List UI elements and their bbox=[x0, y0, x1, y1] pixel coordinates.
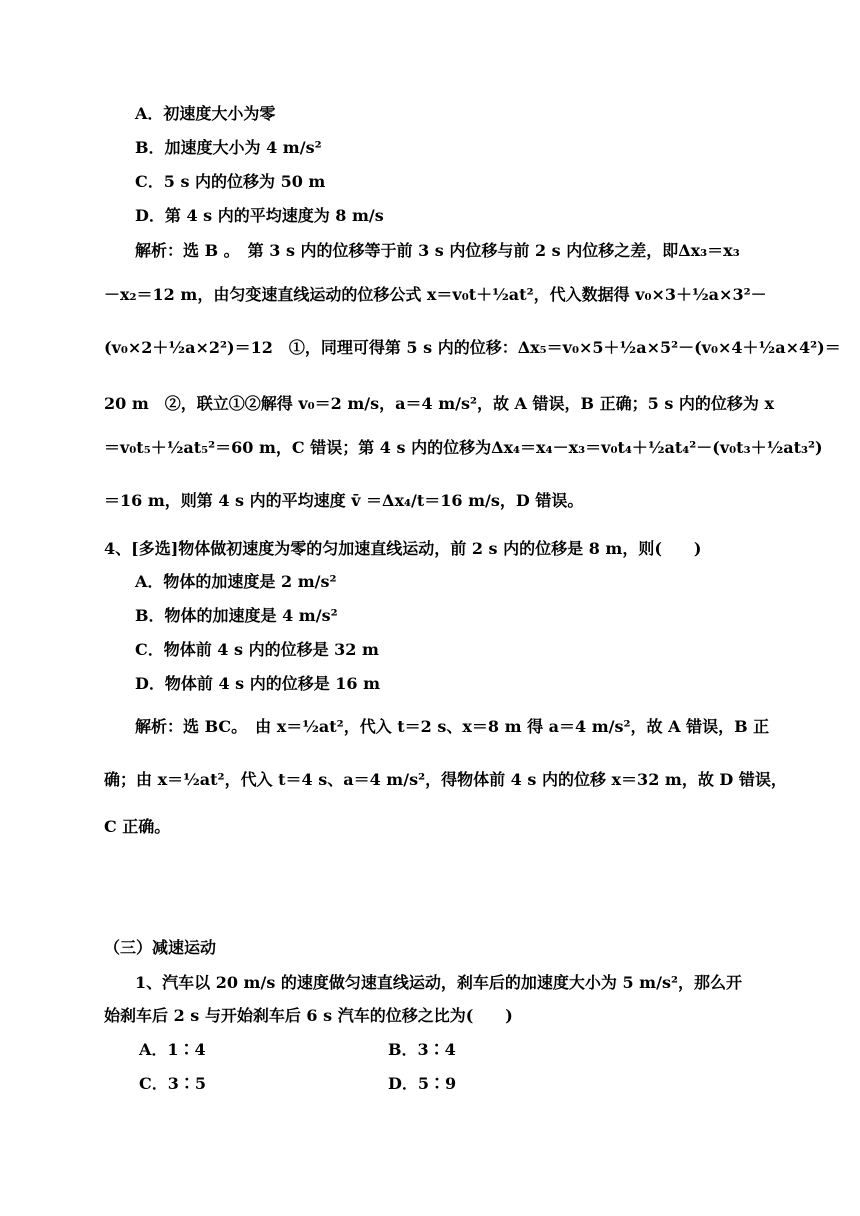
q3-analysis-line: 20 m ②，联立①②解得 v₀＝2 m/s，a＝4 m/s²，故 A 错误，B 正确；5 s 内的位移为 x bbox=[104, 394, 775, 413]
q3-analysis-line: ＝v₀t₅＋½at₅²＝60 m，C 错误；第 4 s 内的位移为Δx₄＝x₄－x₃＝v₀t₄＋½at₄²－(v₀t₃＋½at₃²) bbox=[104, 438, 823, 457]
s3-q1-stem-line: 始刹车后 2 s 与开始刹车后 6 s 汽车的位移之比为( ) bbox=[104, 1006, 513, 1025]
q4-analysis-line: 解析：选 BC。 由 x＝½at²，代入 t＝2 s、x＝8 m 得 a＝4 m/s²，故 A 错误，B 正 bbox=[135, 717, 770, 736]
q3-option-a: A．初速度大小为零 bbox=[135, 104, 276, 123]
q4-option-b: B．物体的加速度是 4 m/s² bbox=[135, 606, 338, 625]
s3-q1-option-c: C．3∶5 bbox=[139, 1074, 207, 1093]
q3-option-d: D．第 4 s 内的平均速度为 8 m/s bbox=[135, 206, 384, 225]
q3-analysis-line: ＝16 m，则第 4 s 内的平均速度 v̄ ＝Δx₄/t＝16 m/s，D 错误。 bbox=[104, 491, 584, 510]
q4-stem: 4、[多选]物体做初速度为零的匀加速直线运动，前 2 s 内的位移是 8 m，则( ) bbox=[104, 539, 702, 558]
s3-q1-option-d: D．5∶9 bbox=[388, 1074, 457, 1093]
q4-option-c: C．物体前 4 s 内的位移是 32 m bbox=[135, 640, 379, 659]
q4-option-d: D．物体前 4 s 内的位移是 16 m bbox=[135, 674, 381, 693]
q4-analysis-line: C 正确。 bbox=[104, 817, 171, 836]
section-heading: （三）减速运动 bbox=[104, 938, 217, 957]
q3-option-c: C．5 s 内的位移为 50 m bbox=[135, 172, 326, 191]
s3-q1-option-b: B．3∶4 bbox=[388, 1040, 456, 1059]
q3-analysis-line: (v₀×2＋½a×2²)＝12 ①，同理可得第 5 s 内的位移：Δx₅＝v₀×5＋½a×5²－(v₀×4＋½a×4²)＝ bbox=[104, 338, 841, 357]
q4-option-a: A．物体的加速度是 2 m/s² bbox=[135, 572, 337, 591]
s3-q1-option-a: A．1∶4 bbox=[139, 1040, 206, 1059]
q4-analysis-line: 确；由 x＝½at²，代入 t＝4 s、a＝4 m/s²，得物体前 4 s 内的位移 x＝32 m，故 D 错误， bbox=[104, 770, 787, 789]
q3-option-b: B．加速度大小为 4 m/s² bbox=[135, 138, 322, 157]
q3-analysis-line: －x₂＝12 m，由匀变速直线运动的位移公式 x＝v₀t＋½at²，代入数据得 v₀×3＋½a×3²－ bbox=[104, 285, 767, 304]
s3-q1-stem-line: 1、汽车以 20 m/s 的速度做匀速直线运动，刹车后的加速度大小为 5 m/s²，那么开 bbox=[135, 973, 742, 992]
q3-analysis-line: 解析：选 B 。 第 3 s 内的位移等于前 3 s 内位移与前 2 s 内位移之差，即Δx₃＝x₃ bbox=[135, 241, 740, 260]
